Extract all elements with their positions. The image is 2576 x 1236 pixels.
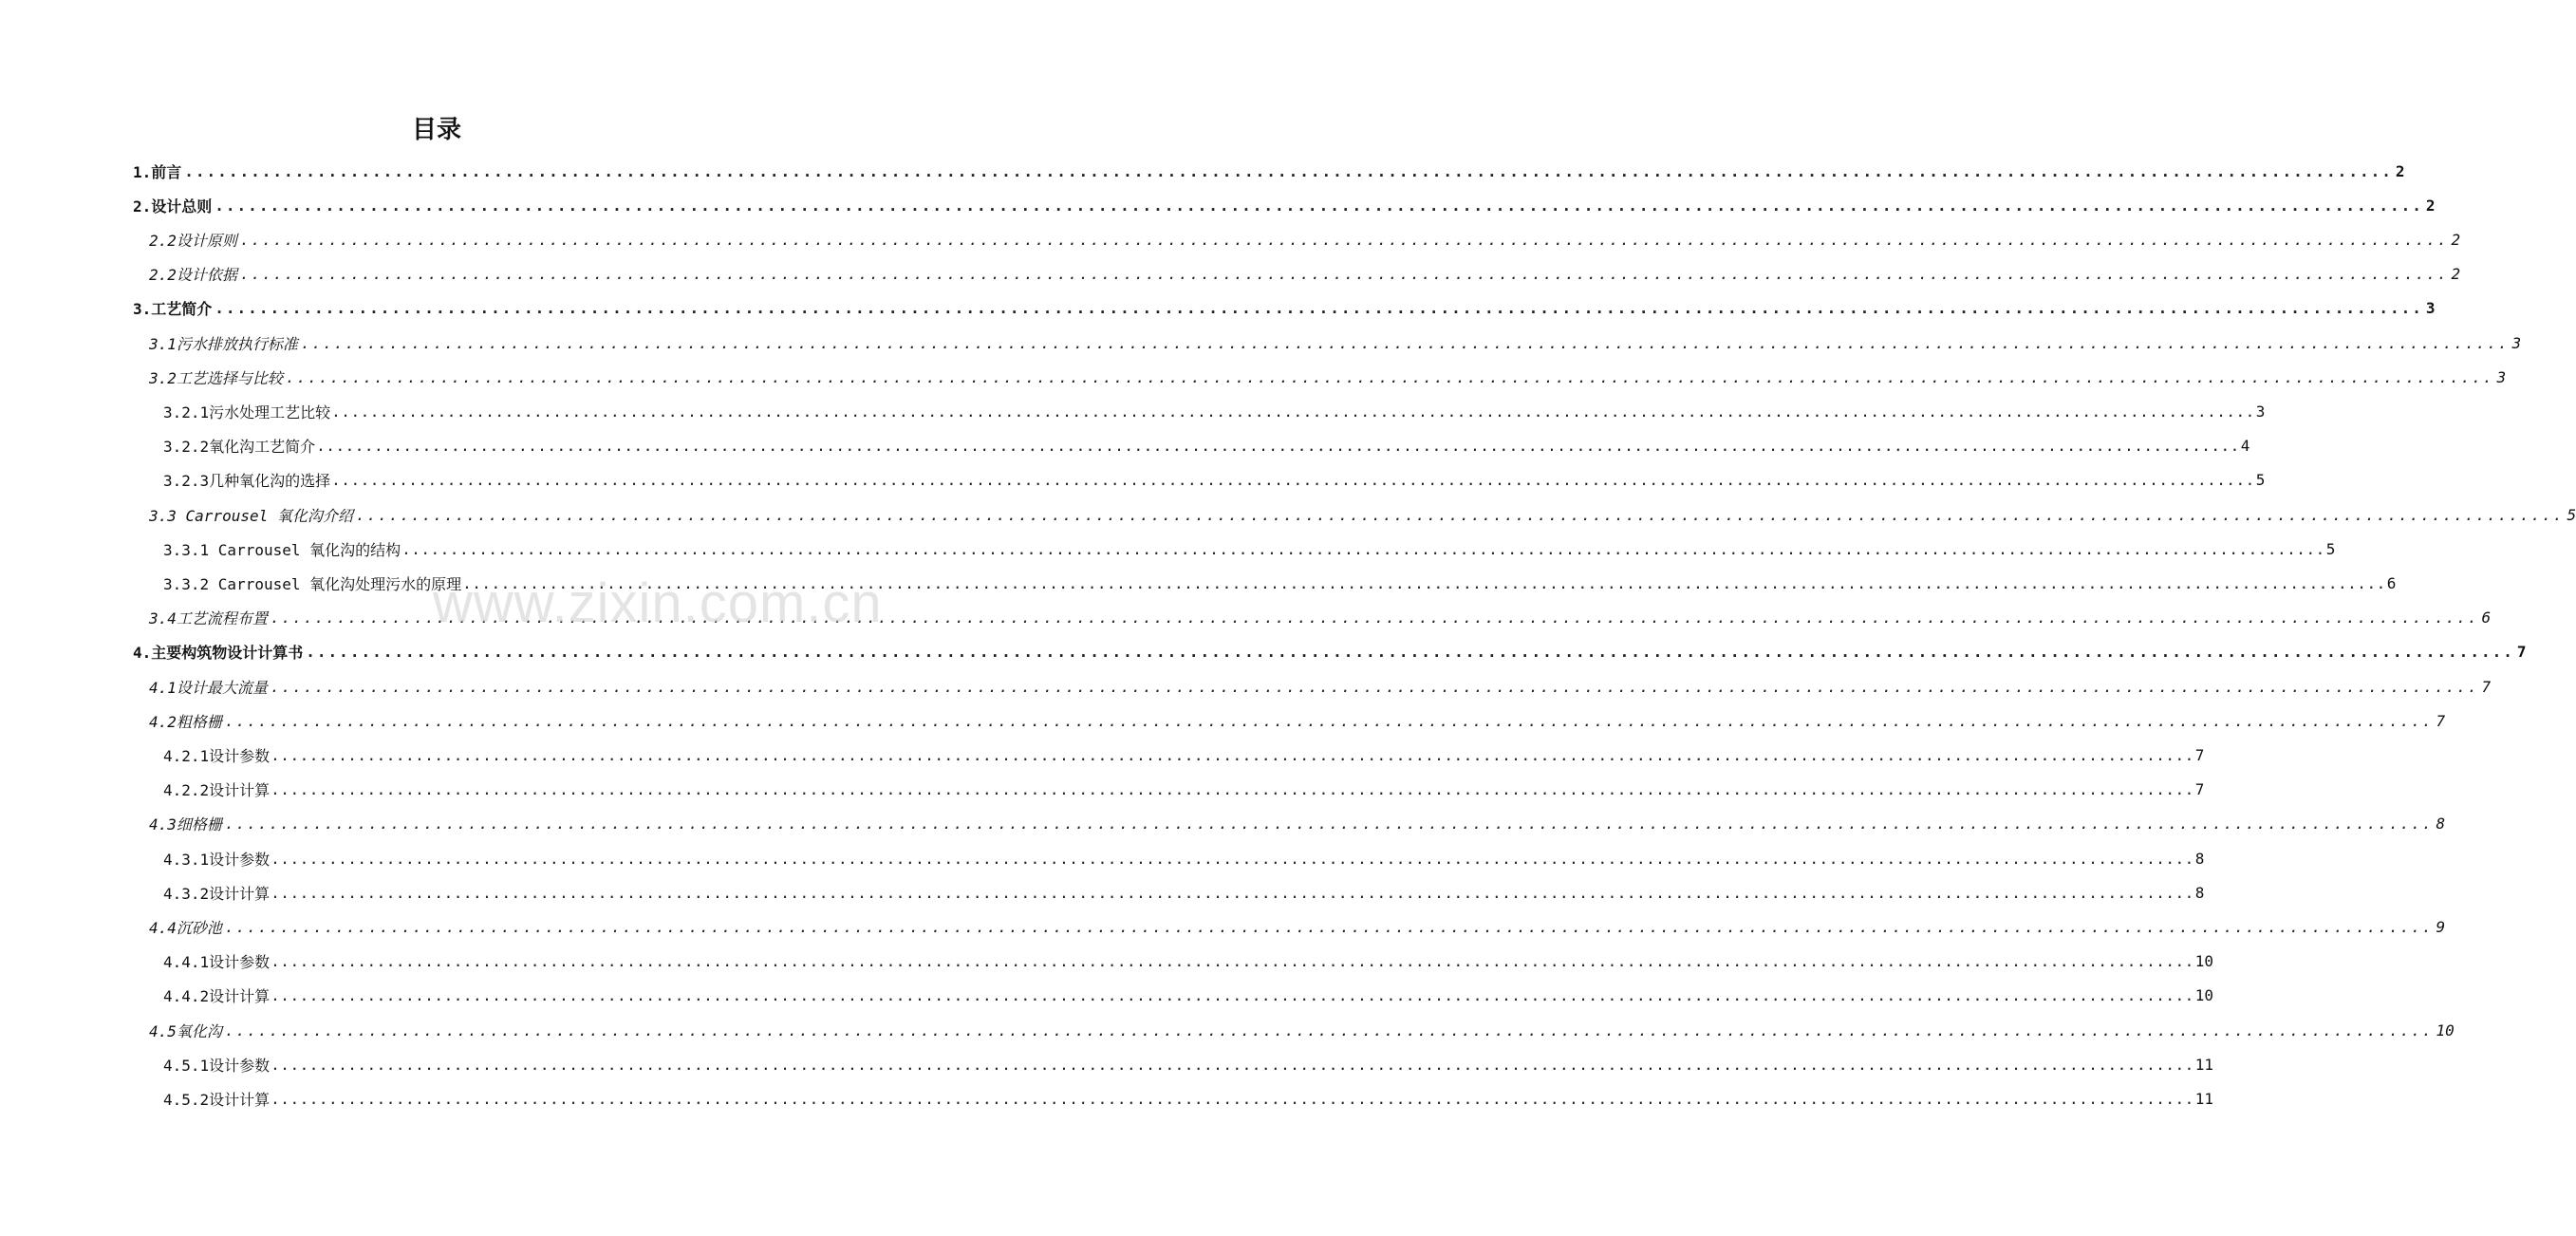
toc-entry-title: 4.2.1设计参数 [163, 746, 271, 765]
toc-entry-title: 4.2粗格栅 [149, 712, 222, 731]
toc-dot-leader: ........................................................................................................................................................................................................ [462, 573, 2386, 592]
toc-page-number: 11 [2194, 1089, 2213, 1108]
toc-entry-title: 1.前言 [133, 162, 182, 181]
toc-dot-leader: ........................................................................................................................................................................................................ [271, 780, 2194, 799]
toc-entry[interactable] [149, 497, 2576, 532]
toc-entry-title: 4.5.1设计参数 [163, 1056, 271, 1075]
toc-dot-leader: ........................................................................................................................................................................................................ [331, 402, 2255, 421]
toc-entry[interactable] [149, 669, 2492, 703]
toc-page-number: 2 [2425, 196, 2436, 215]
toc-entry[interactable] [133, 635, 2527, 669]
toc-dot-leader: ........................................................................................................................................................................................................ [224, 1021, 2434, 1039]
toc-entry-title: 3.4工艺流程布置 [149, 609, 268, 628]
toc-entry-title: 3.3 Carrousel 氧化沟介绍 [149, 506, 353, 525]
toc-page-number: 3 [2425, 299, 2436, 318]
toc-page-number: 3 [2496, 367, 2507, 386]
toc-page-number: 7 [2436, 711, 2446, 730]
toc-dot-leader: ........................................................................................................................................................................................................ [270, 677, 2479, 696]
toc-entry[interactable] [163, 1047, 2213, 1081]
toc-entry-title: 3.2工艺选择与比较 [149, 368, 283, 387]
toc-entry-title: 4.5氧化沟 [149, 1021, 222, 1040]
toc-entry-title: 3.3.1 Carrousel 氧化沟的结构 [163, 540, 401, 559]
toc-page-number: 11 [2194, 1055, 2213, 1074]
toc-dot-leader: ........................................................................................................................................................................................................ [331, 471, 2255, 490]
toc-page-number: 8 [2194, 883, 2205, 902]
toc-dot-leader: ........................................................................................................................................................................................................ [271, 883, 2194, 902]
toc-dot-leader: ........................................................................................................................................................................................................ [316, 437, 2240, 456]
watermark: www.zixin.com.cn [433, 572, 883, 634]
toc-page-number: 6 [2386, 573, 2397, 592]
toc-entry-title: 4.3细格栅 [149, 815, 222, 834]
toc-entry[interactable] [163, 532, 2336, 566]
toc-page-number: 2 [2451, 265, 2461, 284]
toc-entry-title: 3.2.2氧化沟工艺简介 [163, 438, 316, 457]
toc-entry-title: 4.3.1设计参数 [163, 850, 271, 869]
toc-page-number: 6 [2481, 609, 2492, 627]
toc-entry[interactable] [149, 257, 2461, 291]
toc-entry-title: 3.1污水排放执行标准 [149, 334, 298, 353]
toc-entry-title: 3.2.1污水处理工艺比较 [163, 403, 331, 421]
toc-page-number: 5 [2567, 505, 2576, 524]
toc-page-number: 8 [2194, 849, 2205, 868]
toc-dot-leader: ........................................................................................................................................................................................................ [401, 539, 2325, 558]
toc-entry[interactable] [163, 738, 2205, 772]
toc-entry-title: 4.1设计最大流量 [149, 678, 268, 697]
toc-entry-title: 4.5.2设计计算 [163, 1090, 271, 1109]
toc-page-number: 10 [2194, 952, 2213, 971]
toc-page-number: 3 [2511, 333, 2522, 352]
toc-entry[interactable] [149, 807, 2446, 841]
toc-entry-title: 4.4.1设计参数 [163, 953, 271, 972]
toc-entry-title: 3.工艺简介 [133, 300, 213, 319]
toc-entry-title: 2.2设计依据 [149, 266, 237, 285]
toc-entry-title: 3.3.2 Carrousel 氧化沟处理污水的原理 [163, 574, 462, 593]
toc-entry[interactable] [149, 703, 2446, 738]
toc-dot-leader: ........................................................................................................................................................................................................ [224, 815, 2434, 833]
toc-page-number: 7 [2194, 745, 2205, 764]
toc-dot-leader: ........................................................................................................................................................................................................ [300, 333, 2510, 352]
toc-dot-leader: ........................................................................................................................................................................................................ [184, 161, 2393, 180]
toc-entry-title: 2.2设计原则 [149, 231, 237, 250]
toc-entry[interactable] [149, 326, 2522, 360]
toc-dot-leader: ........................................................................................................................................................................................................ [271, 1089, 2194, 1108]
toc-page-number: 7 [2481, 677, 2492, 696]
toc-dot-leader: ........................................................................................................................................................................................................ [285, 367, 2494, 386]
toc-dot-leader: ........................................................................................................................................................................................................ [270, 609, 2479, 627]
toc-entry[interactable] [149, 222, 2461, 256]
toc-entry[interactable] [163, 875, 2205, 909]
toc-dot-leader: ........................................................................................................................................................................................................ [224, 917, 2434, 936]
toc-page-number: 10 [2436, 1021, 2455, 1039]
toc-entry[interactable] [133, 154, 2405, 188]
toc-dot-leader: ........................................................................................................................................................................................................ [215, 196, 2423, 215]
toc-page-number: 2 [2395, 161, 2405, 180]
toc-entry[interactable] [133, 291, 2436, 326]
toc-page-number: 4 [2240, 437, 2250, 456]
toc-entry[interactable] [149, 909, 2446, 944]
toc-page-number: 5 [2325, 539, 2336, 558]
toc-entry-title: 2.设计总则 [133, 197, 213, 215]
toc-entry-title: 4.4沉砂池 [149, 918, 222, 937]
toc-dot-leader: ........................................................................................................................................................................................................ [239, 265, 2449, 284]
toc-page-number: 2 [2451, 230, 2461, 249]
toc-entry-title: 3.2.3几种氧化沟的选择 [163, 472, 331, 491]
toc-entry[interactable] [163, 841, 2205, 875]
toc-dot-leader: ........................................................................................................................................................................................................ [239, 230, 2449, 249]
toc-entry-title: 4.3.2设计计算 [163, 884, 271, 903]
toc-dot-leader: ........................................................................................................................................................................................................ [271, 952, 2194, 971]
toc-entry-title: 4.4.2设计计算 [163, 987, 271, 1006]
page-title: 目录 [411, 116, 461, 144]
toc-entry[interactable] [163, 945, 2213, 979]
toc-entry-title: 4.主要构筑物设计计算书 [133, 644, 304, 663]
toc-entry[interactable] [163, 429, 2250, 463]
toc-dot-leader: ........................................................................................................................................................................................................ [215, 299, 2423, 318]
toc-entry[interactable] [163, 1081, 2213, 1115]
toc-entry-title: 4.2.2设计计算 [163, 781, 271, 800]
toc-page-number: 3 [2255, 402, 2266, 421]
toc-page-number: 5 [2255, 471, 2266, 490]
toc-dot-leader: ........................................................................................................................................................................................................ [271, 745, 2194, 764]
toc-dot-leader: ........................................................................................................................................................................................................ [271, 986, 2194, 1005]
toc-page-number: 9 [2436, 917, 2446, 936]
toc-dot-leader: ........................................................................................................................................................................................................ [306, 643, 2514, 662]
toc-entry[interactable] [133, 188, 2436, 222]
toc-entry[interactable] [163, 394, 2266, 428]
toc-dot-leader: ........................................................................................................................................................................................................ [271, 1055, 2194, 1074]
toc-entry[interactable] [163, 773, 2205, 807]
toc-entry[interactable] [149, 1013, 2455, 1047]
toc-page-number: 8 [2436, 815, 2446, 833]
toc-page-number: 10 [2194, 986, 2213, 1005]
toc-page-number: 7 [2194, 780, 2205, 799]
toc-entry[interactable] [163, 979, 2213, 1013]
toc-entry[interactable] [149, 360, 2507, 394]
toc-dot-leader: ........................................................................................................................................................................................................ [271, 849, 2194, 868]
toc-entry[interactable] [163, 463, 2266, 497]
toc-page-number: 7 [2516, 643, 2527, 662]
toc-dot-leader: ........................................................................................................................................................................................................ [355, 505, 2565, 524]
toc-dot-leader: ........................................................................................................................................................................................................ [224, 711, 2434, 730]
